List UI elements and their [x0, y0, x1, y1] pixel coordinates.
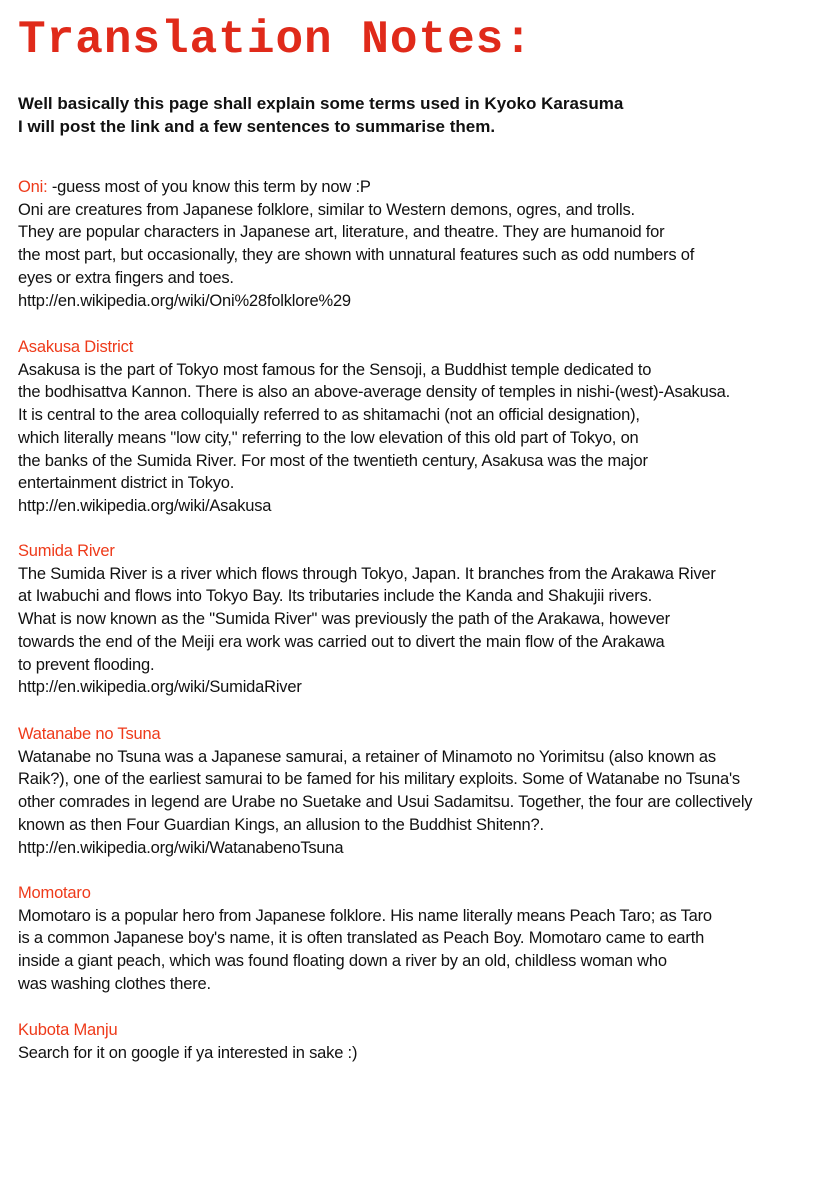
note-line: It is central to the area colloquially referred to as shitamachi (not an official designation), [18, 406, 640, 425]
note-line: They are popular characters in Japanese art, literature, and theatre. They are humanoid for [18, 223, 665, 242]
note-heading-line [18, 723, 752, 746]
note-heading: Momotaro [18, 884, 91, 902]
note-heading-line [18, 882, 712, 905]
note-heading: Asakusa District [18, 338, 134, 356]
note-line: towards the end of the Meiji era work was carried out to divert the main flow of the Arakawa [18, 632, 665, 651]
note-line: the bodhisattva Kannon. There is also an above-average density of temples in nishi-(west)-Asakusa. [18, 383, 730, 402]
note-heading: Sumida River [18, 542, 115, 560]
note-line: is a common Japanese boy's name, it is often translated as Peach Boy. Momotaro came to earth [18, 929, 705, 948]
note-section [18, 336, 730, 518]
note-section [18, 882, 712, 996]
note-line: Watanabe no Tsuna was a Japanese samurai, a retainer of Minamoto no Yorimitsu (also known as [18, 747, 716, 766]
note-line: other comrades in legend are Urabe no Suetake and Usui Sadamitsu. Together, the four are collectively [18, 793, 753, 812]
note-heading-line [18, 1019, 357, 1042]
note-line: Oni are creatures from Japanese folklore, similar to Western demons, ogres, and trolls. [18, 200, 635, 219]
note-section [18, 723, 752, 859]
note-line: The Sumida River is a river which flows through Tokyo, Japan. It branches from the Arakawa River [18, 564, 716, 583]
page-title: Translation Notes: [18, 14, 533, 66]
wiki-link[interactable]: http://en.wikipedia.org/wiki/WatanabenoTsuna [18, 838, 344, 857]
note-line: eyes or extra fingers and toes. [18, 268, 234, 287]
note-line: known as then Four Guardian Kings, an allusion to the Buddhist Shitenn?. [18, 815, 544, 834]
note-heading: Oni: [18, 178, 48, 196]
note-line: the most part, but occasionally, they are shown with unnatural features such as odd numbers of [18, 246, 695, 265]
note-line: at Iwabuchi and flows into Tokyo Bay. Its tributaries include the Kanda and Shakujii rivers. [18, 587, 653, 606]
note-line: Asakusa is the part of Tokyo most famous for the Sensoji, a Buddhist temple dedicated to [18, 360, 652, 379]
wiki-link[interactable]: http://en.wikipedia.org/wiki/Oni%28folklore%29 [18, 291, 351, 310]
note-line: to prevent flooding. [18, 655, 155, 674]
note-line: entertainment district in Tokyo. [18, 474, 235, 493]
note-heading-line [18, 540, 716, 563]
note-section [18, 1019, 357, 1064]
intro [18, 92, 623, 138]
note-line: What is now known as the "Sumida River" was previously the path of the Arakawa, however [18, 610, 670, 629]
note-section [18, 540, 716, 699]
intro-line: I will post the link and a few sentences to summarise them. [18, 117, 496, 136]
note-line: was washing clothes there. [18, 974, 211, 993]
note-heading-suffix: -guess most of you know this term by now :P [47, 178, 371, 196]
note-heading-line [18, 336, 730, 359]
note-heading-line [18, 176, 694, 199]
note-line: Raik?), one of the earliest samurai to be famed for his military exploits. Some of Watanabe no Tsuna's [18, 770, 740, 789]
note-line: Search for it on google if ya interested in sake :) [18, 1043, 358, 1062]
note-heading: Watanabe no Tsuna [18, 725, 161, 743]
intro-line: Well basically this page shall explain some terms used in Kyoko Karasuma [18, 94, 624, 113]
note-line: inside a giant peach, which was found floating down a river by an old, childless woman who [18, 952, 667, 971]
note-line: which literally means "low city," referring to the low elevation of this old part of Tokyo, on [18, 428, 639, 447]
wiki-link[interactable]: http://en.wikipedia.org/wiki/Asakusa [18, 496, 272, 515]
wiki-link[interactable]: http://en.wikipedia.org/wiki/SumidaRiver [18, 678, 302, 697]
note-section [18, 176, 694, 312]
note-heading: Kubota Manju [18, 1021, 118, 1039]
note-line: Momotaro is a popular hero from Japanese folklore. His name literally means Peach Taro; as Taro [18, 906, 712, 925]
note-line: the banks of the Sumida River. For most of the twentieth century, Asakusa was the major [18, 451, 648, 470]
